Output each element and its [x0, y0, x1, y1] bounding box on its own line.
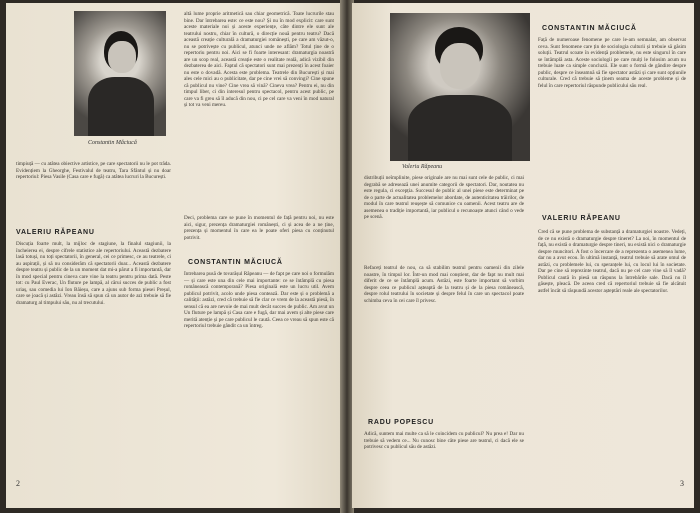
heading-valeriu-rapeanu-left: VALERIU RĂPEANU	[16, 229, 95, 236]
photo-caption: Constantin Măciucă	[88, 140, 137, 146]
left-col2-bottom: Întrebarea pusă de tovarășul Răpeanu — de fapt pe care noi o formulăm — și care este una din cele mai importante: ce se întâmplă cu piesa românească contemporană? Piesa originală este un lucru util. Avem publicul potrivit, acolo unde piesa contează. Dar este și o problemă a calității: astăzi, cred că trebuie să fie clar ce vrem de la această piesă, în sensul că ea are nevoie de mai mult decât succes de public. Am avut un Un fluture pe lampă și Casa care e fugă, dar mai avem și alte piese care merită atenție și pe care publicul le caută. Ceea ce vreau să spun este că repertoriul trebuie gândit ca un întreg.	[184, 271, 334, 329]
page-number-left: 2	[16, 479, 20, 488]
right-col1-bottom: Refaceți teatrul de nou, ca să stabilim teatrul pentru oamenii din zilele noastre, în timpul lor. Într-un mod mai conștient, dar de fapt nu mult mai diferit de ce se întâmplă acum. Astăzi, este foarte important să vorbim despre ceea ce publicul așteaptă de la teatru și de la piesa românească, despre rolul teatrului în societate și despre felul în care un spectacol poate schimba ceva în cei care îl privesc.	[364, 265, 524, 304]
right-col2-top: Față de numeroase fenomene pe care le-am semnalat, am observat ceva. Sunt fenomene care țin de sociologia culturii și trebuie să găsim soluții. Teatrul scoate în evidență problemele, nu este singurul în care se întâmplă asta. Aceste sociologii pe care mulți le folosim acum nu trebuie luate ca simple concluzii. Ele sunt o formă de gândire despre public, despre ce înseamnă să fie spectator astăzi și care sunt opțiunile culturale. Cred că trebuie să ținem seama de aceste probleme și de felul în care repertoriul răspunde publicului său real.	[538, 37, 686, 89]
right-page	[352, 3, 694, 508]
photo-caption-right: Valeriu Răpeanu	[402, 164, 443, 170]
left-page	[6, 3, 342, 508]
heading-constantin-maciuca-left: CONSTANTIN MĂCIUCĂ	[188, 259, 283, 266]
left-col2-mid: Deci, problema care se pune în momentul de față pentru noi, nu este aici, sigur, prezența dramaturgiei românești, ci și acea de a ne ține, prezența și momentul în care ea le poate oferi piesa cu conținutul potrivit.	[184, 215, 334, 241]
heading-constantin-maciuca-right: CONSTANTIN MĂCIUCĂ	[542, 25, 637, 32]
right-col1-mid: distribuții neîmplinite, piese originale are nu mai sunt cele de public, ci mai degrabă se adresează unei anumite categorii de spectatori. Dar, noutatea nu este regula, ci excepția. Succesul de public al unei piese este determinat pe de o parte de actualitatea problemelor abordate, de autenticitatea trăirilor, de modul în care teatrul reușește să comunice cu oamenii. Acest teatru are de asemenea o tradiție importantă, iar publicul o recunoaște atunci când o vede pe scenă.	[364, 175, 524, 220]
left-col1-bottom: Discuția foarte mult, la mijloc de stagiune, la finalul stagiunii, la încheierea ei, despre cifrele statistice ale repertoriului. Această dezbatere lasă totuși, nu toți spectatorii, în general, cei ce primesc, ce au teatrele, ci au aspirații, și să nu considerăm că spectatorii doar... Această dezbatere despre teatru și public de la un moment dat mi-a părut a fi importantă, dar în mod special pentru cineva care vine la teatru pentru prima dată. Peste tot: cu Paul Everac, Un fluture pe lampă, al cărui succes de public a fost uriaș, sau comedia lui Ion Băieșu, care a ajuns sub forma piesei Preșul, care se joacă și astăzi. Vreau însă să spun că un autor de azi trebuie să fie dramaturg al timpului său, nu al trecutului.	[16, 241, 171, 306]
heading-radu-popescu: RADU POPESCU	[368, 419, 434, 426]
heading-valeriu-rapeanu-right: VALERIU RĂPEANU	[542, 215, 621, 222]
photo-constantin-maciuca	[74, 11, 166, 136]
photo-valeriu-rapeanu	[390, 13, 530, 161]
page-number-right: 3	[680, 479, 684, 488]
right-col2-mid: Cred că se pune problema de substanță a dramaturgiei noastre. Vedeți, de ce nu există o dramaturgie despre tineret? La noi, în momentul de față, nu există o dramaturgie despre tineri, nu există nici o dramaturgie despre muncitori. A fost o încercare de a reprezenta o asemenea lume, dar nu a avut ecou. În ultimă instanță, teatrul trebuie să arate omul de astăzi, cu problemele lui, cu speranțele lui, cu locul lui în societate. Dar pe cine să reprezinte teatrul, dacă nu pe cel care vine să îl vadă? Publicul caută în piesă un răspuns la întrebările sale. Dacă nu îl găsește, pleacă. De aceea cred că repertoriul trebuie să fie alcătuit astfel încât să răspundă acestor așteptări reale ale spectatorilor.	[538, 229, 686, 294]
left-col2-top: altă lume proprie aritmetică sau chiar geometrică. Toate lucrurile stau bine. Dar întrebarea este: ce este nou? Și nu în mod explicit: care sunt aceste materiale noi și aceste experiențe, câte dintre ele sunt ale teatrului nostru, chiar în cultură, o direcție nouă pentru teatru? Dacă această creație culturală a dramaturgiei românești, pe care am văzut-o, nu se potrivește cu publicul, atunci unde ne aflăm? Totul ține de o repertoriu pentru noi. Aici se fi foarte interesant: dramaturgia noastră are un scop real, această creație este o realitate reală, adică vizibil din dezbaterea de aici. Faptul că spectatori sunt mai prezenți în acest foaier nu este o dovadă. Acesta este problema. Teatrele din București și mai ales cele mici au o publicitate, dar pe cine vrei să convingi? Cine spune că publicul nu vine? Cine vrea să vină? Cineva vrea? Pentru ei, nu din timpul liber, ci din interesul pentru spectacol, pentru acest public, pe care va fi greu să îl aducă din nou, ci pe cel care va veni în mod natural și tot va veni mereu.	[184, 11, 334, 108]
right-col1-radu: Adică, suntem mai multe ca să le coincidem cu publicul? Nu prea e! Dar nu trebuie să vedem ce... Nu cunosc bine câte piese are teatrul, ci dacă ele se potrivesc cu publicul său de astăzi.	[364, 431, 524, 450]
left-col1-mid: timpiuță — cu atâtea obiective artistice, pe care spectatorii nu le pot trăda. Evidențiem la Gheorghe, Festivalul de teatru, Tara Sfântul și nu doar repertoriul: Piesa Vasile (Casa care e fugă) ca atâtea lucruri la București.	[16, 161, 171, 180]
